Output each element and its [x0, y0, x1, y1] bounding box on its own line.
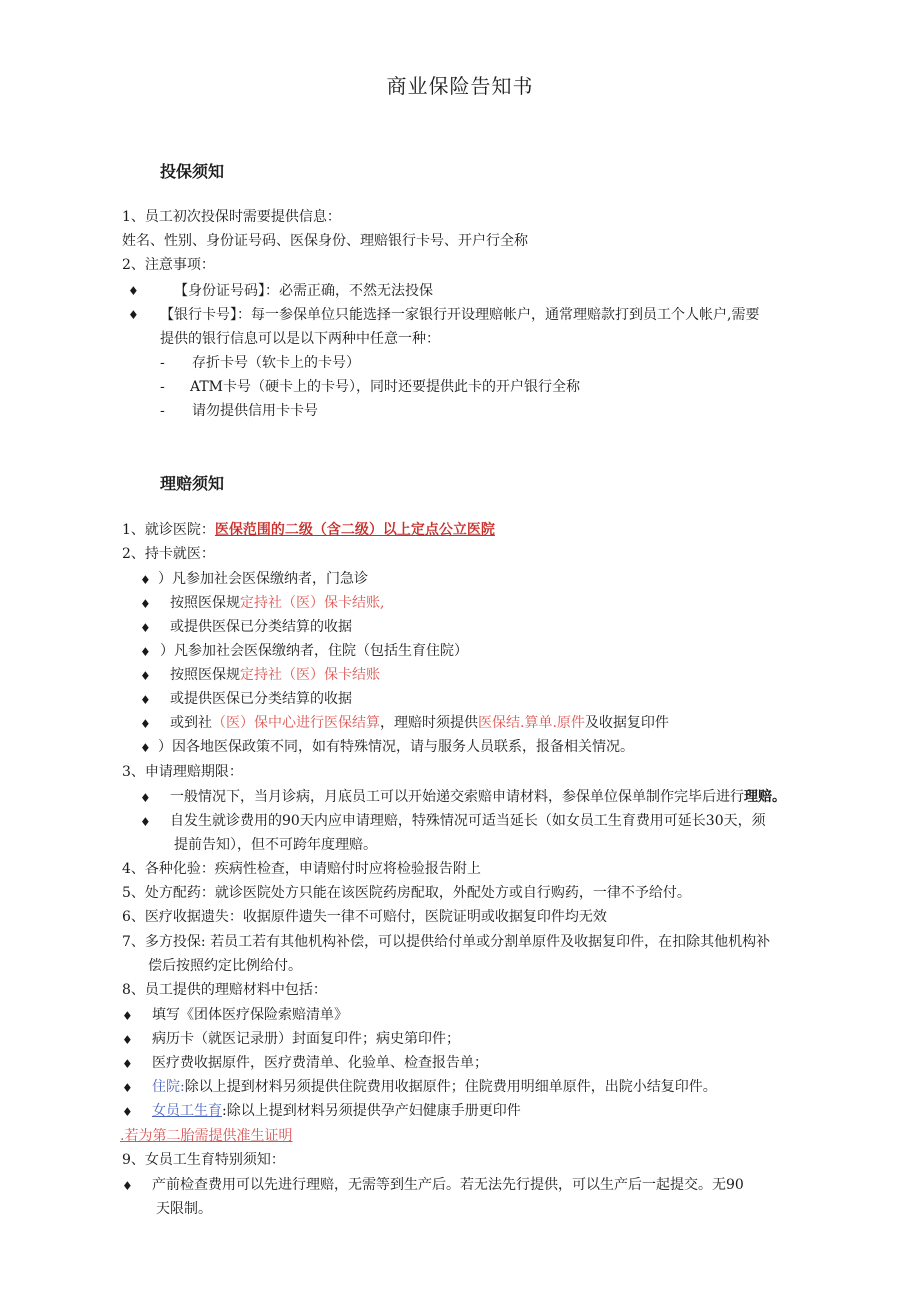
- bullet-icon: ♦: [128, 284, 139, 298]
- period-item-2-cont: 提前告知），但不可跨年度理赔。: [174, 837, 377, 853]
- card-item-1: ）凡参加社会医保缴纳者，门急诊: [158, 571, 368, 587]
- enroll-line-2: 姓名、性别、身份证号码、医保身份、理赔银行卡号、开户行全称: [122, 233, 528, 249]
- material-item-4-b: 除以上提到材料另须提供住院费用收据原件；住院费用明细单原件，出院小结复印件。: [184, 1079, 717, 1095]
- card-item-5-red: 定持社（医）保卡结账: [240, 667, 380, 683]
- claims-line-5: 5、处方配药：就诊医院处方只能在该医院药房配取，外配处方或自行购药，一律不予给付。: [122, 885, 691, 901]
- period-item-1: [170, 787, 786, 807]
- card-item-5: [170, 665, 380, 685]
- bullet-icon: ♦: [122, 1057, 133, 1071]
- period-item-1-a: 一般情况下，当月诊病，月底员工可以开始递交索赔申请材料，参保单位保单制作完毕后进行: [170, 789, 744, 805]
- period-item-2: 自发生就诊费用的90天内应申请理赔，特殊情况可适当延长（如女员工生育费用可延长30天，须: [170, 813, 766, 829]
- enroll-dash-2: ATM卡号（硬卡上的卡号），同时还要提供此卡的开户银行全称: [190, 379, 581, 395]
- card-item-7-d: 医保结.算单.原件: [478, 715, 585, 731]
- enroll-bullet-2: 【银行卡号】：每一参保单位只能选择一家银行开设理赔帐户，通常理赔款打到员工个人帐户,需要: [160, 307, 760, 323]
- card-item-8: ）因各地医保政策不同，如有特殊情况，请与服务人员联系，报备相关情况。: [158, 739, 634, 755]
- claims-line-8: 8、员工提供的理赔材料中包括：: [122, 982, 327, 998]
- bullet-icon: ♦: [140, 693, 151, 707]
- hospital-scope-text: 医保范围的二级（含二级）以上定点公立医院: [214, 522, 495, 538]
- dash-icon: -: [160, 379, 165, 395]
- card-item-2: [170, 593, 384, 613]
- card-item-4: ）凡参加社会医保缴纳者，住院（包括生育住院）: [160, 643, 468, 659]
- bullet-icon: ♦: [140, 717, 151, 731]
- bullet-icon: ♦: [140, 645, 151, 659]
- bullet-icon: ♦: [140, 597, 151, 611]
- card-item-2-prefix: 按照医保规: [170, 595, 240, 611]
- claims-line-6: 6、医疗收据遗失：收据原件遗失一律不可赔付，医院证明或收据复印件均无效: [122, 909, 607, 925]
- card-item-6: 或提供医保已分类结算的收据: [170, 691, 352, 707]
- section-heading-claims: 理赔须知: [160, 474, 225, 493]
- material-item-5-b: :除以上提到材料另须提供孕产妇健康手册更印件: [222, 1103, 521, 1119]
- bullet-icon: ♦: [140, 573, 151, 587]
- material-item-4-a: 住院:: [152, 1079, 185, 1095]
- bullet-icon: ♦: [140, 621, 151, 635]
- dash-icon: -: [160, 403, 165, 419]
- enroll-line-1: 1、员工初次投保时需要提供信息：: [122, 209, 341, 225]
- material-item-1: 填写《团体医疗保险索赔清单》: [152, 1007, 348, 1023]
- claims-line-2: 2、持卡就医：: [122, 546, 215, 562]
- second-child-note: [120, 1126, 292, 1146]
- claims-line-1: [122, 520, 495, 540]
- card-item-7: [170, 713, 669, 733]
- enroll-dash-1: 存折卡号（软卡上的卡号）: [192, 355, 360, 371]
- bullet-icon: ♦: [122, 1009, 133, 1023]
- claims-line-9: 9、女员工生育特别须知：: [122, 1152, 285, 1168]
- claims-line-1-prefix: 1、就诊医院：: [122, 522, 215, 538]
- maternity-item-1-cont: 天限制。: [156, 1201, 212, 1217]
- card-item-5-prefix: 按照医保规: [170, 667, 240, 683]
- bullet-icon: ♦: [140, 791, 151, 805]
- bullet-icon: ♦: [128, 308, 139, 322]
- enroll-line-3: 2、注意事项：: [122, 257, 215, 273]
- maternity-item-1: 产前检查费用可以先进行理赔，无需等到生产后。若无法先行提供，可以生产后一起提交。无90: [152, 1177, 744, 1193]
- section-heading-enrollment: 投保须知: [160, 162, 225, 181]
- card-item-7-a: 或到社: [170, 715, 212, 731]
- bullet-icon: ♦: [140, 815, 151, 829]
- bullet-icon: ♦: [122, 1081, 133, 1095]
- bullet-icon: ♦: [122, 1033, 133, 1047]
- bullet-icon: ♦: [140, 669, 151, 683]
- material-item-4: [152, 1077, 717, 1097]
- card-item-7-c: ，理赔时须提供: [380, 715, 478, 731]
- claims-line-4: 4、各种化验：疾病性检查，申请赔付时应将检验报告附上: [122, 861, 481, 877]
- card-item-7-b: （医）保中心进行医保结算: [212, 715, 380, 731]
- material-item-5: [152, 1101, 521, 1121]
- claims-line-7: 7、多方投保: 若员工若有其他机构补偿，可以提供给付单或分割单原件及收据复印件，在扣除其他机构补: [122, 934, 771, 950]
- card-item-7-e: 及收据复印件: [584, 715, 669, 731]
- second-child-note-text: .若为第二胎需提供准生证明: [120, 1128, 293, 1144]
- dash-icon: -: [160, 355, 165, 371]
- card-item-2-red: 定持社（医）保卡结账,: [240, 595, 385, 611]
- claims-line-7-cont: 偿后按照约定比例给付。: [148, 958, 302, 974]
- card-item-3: 或提供医保已分类结算的收据: [170, 619, 352, 635]
- claims-line-3: 3、申请理赔期限：: [122, 764, 243, 780]
- material-item-3: 医疗费收据原件，医疗费清单、化验单、检查报告单；: [152, 1055, 488, 1071]
- bullet-icon: ♦: [122, 1105, 133, 1119]
- material-item-2: 病历卡（就医记录册）封面复印件；病史第印件；: [152, 1031, 460, 1047]
- bullet-icon: ♦: [140, 741, 151, 755]
- period-item-1-b: 理赔。: [744, 789, 786, 805]
- enroll-bullet-2-cont: 提供的银行信息可以是以下两种中任意一种：: [160, 331, 440, 347]
- enroll-dash-3: 请勿提供信用卡卡号: [192, 403, 318, 419]
- bullet-icon: ♦: [122, 1179, 133, 1193]
- document-title: 商业保险告知书: [386, 74, 534, 98]
- material-item-5-a: 女员工生育: [152, 1103, 222, 1119]
- enroll-bullet-1: 【身份证号码】：必需正确，不然无法投保: [174, 283, 433, 299]
